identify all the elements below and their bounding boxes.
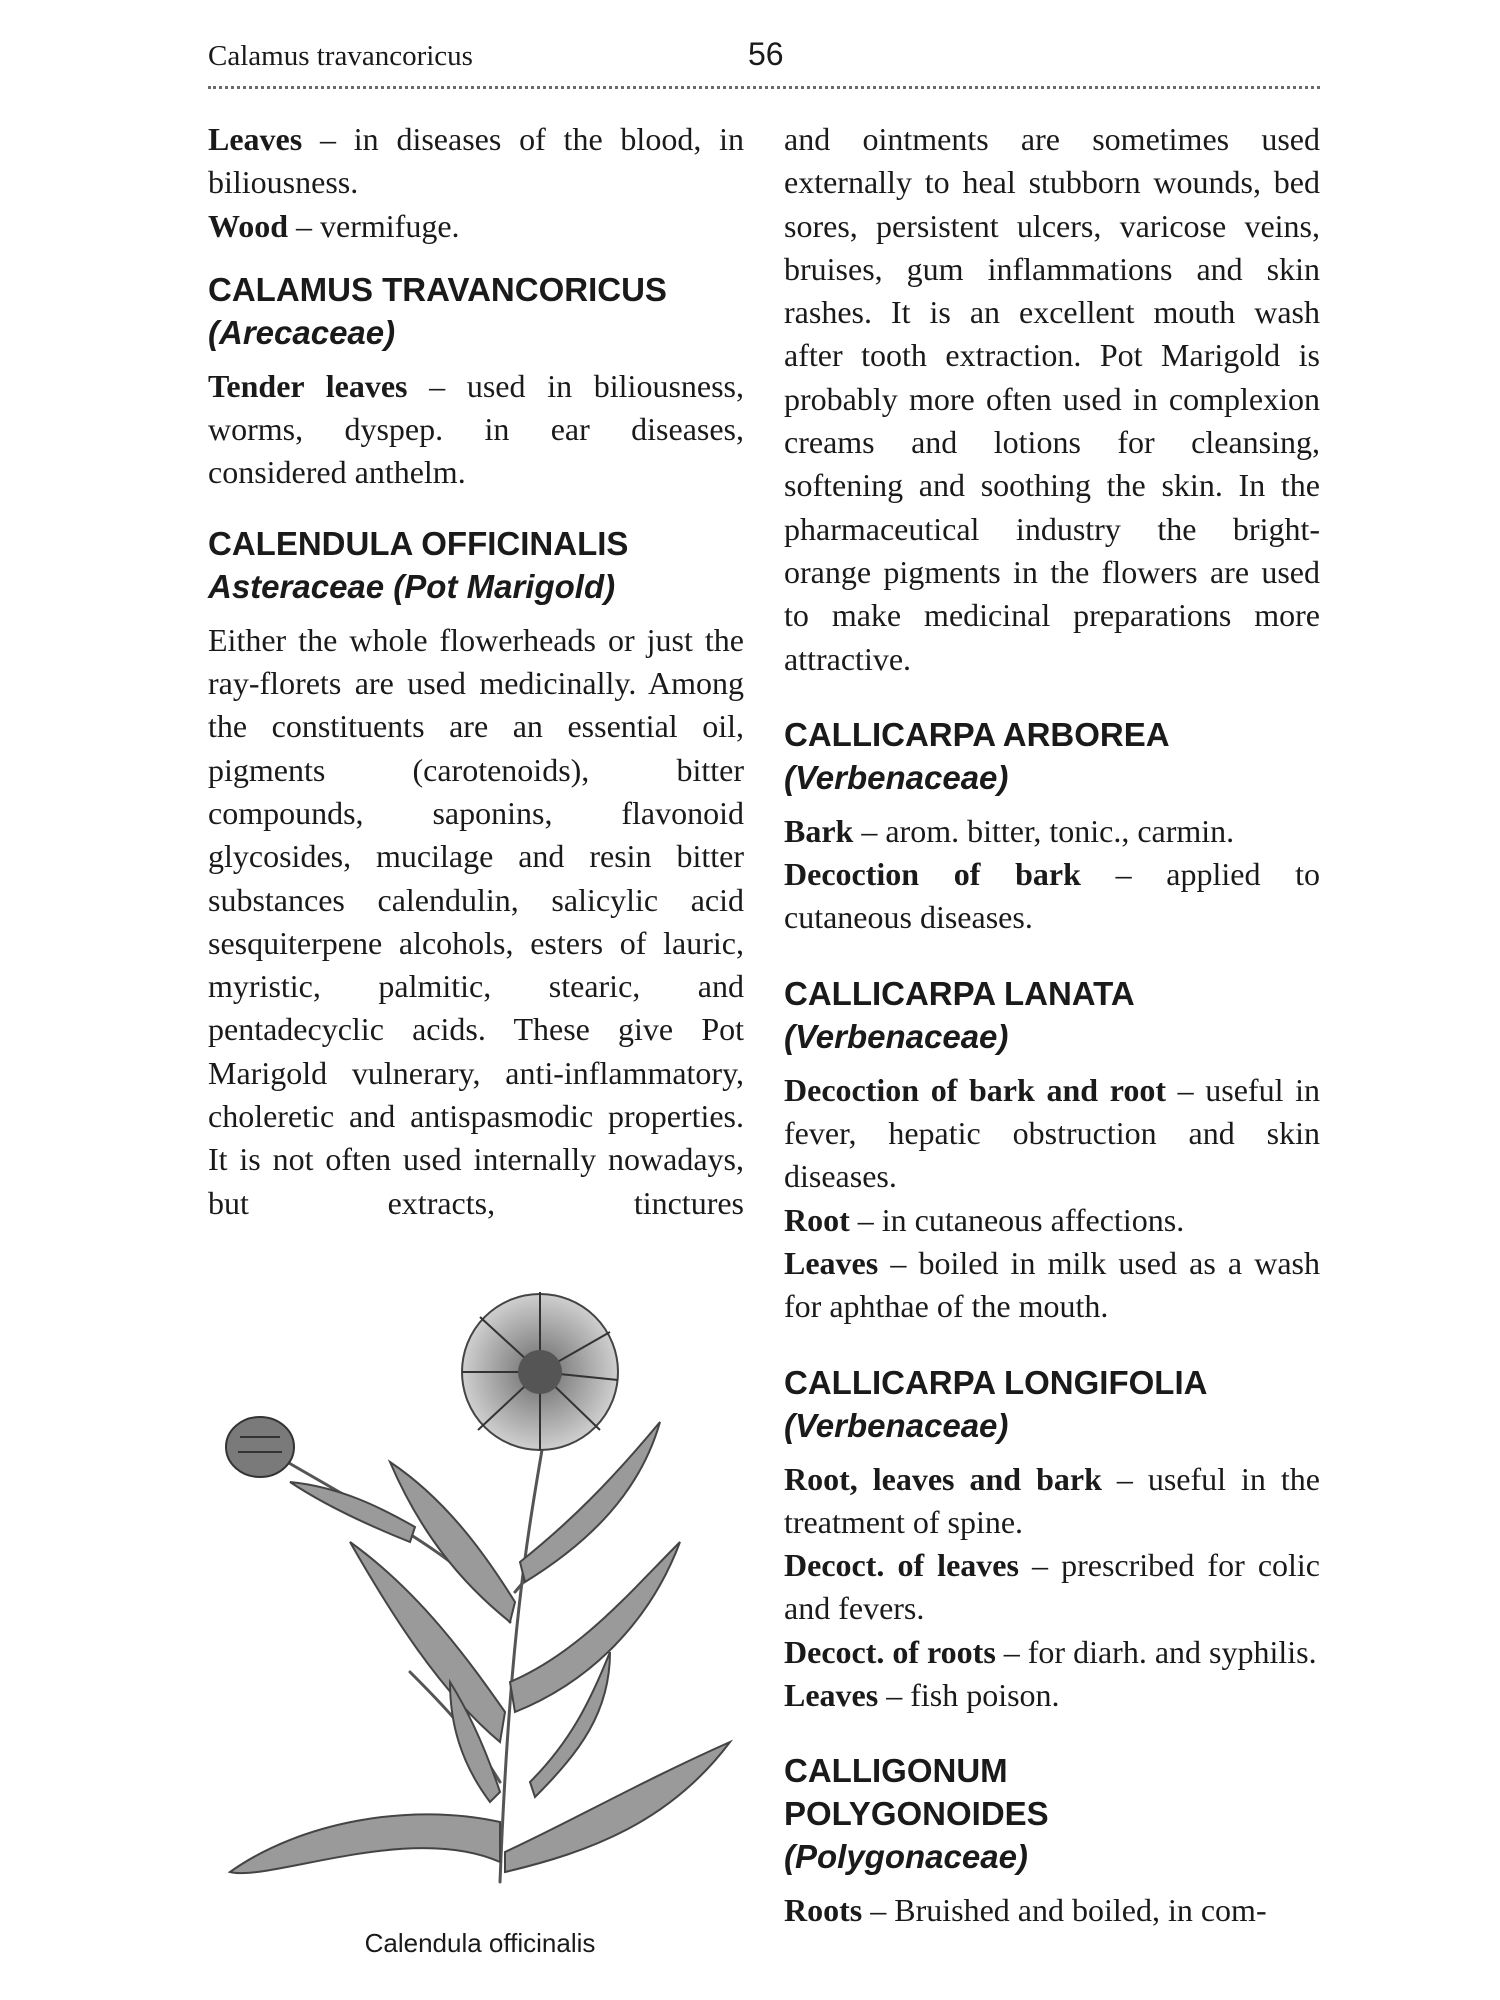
entry-text: – arom. bitter, tonic., carmin. (853, 812, 1235, 849)
entry-term: Decoction of bark (784, 856, 1081, 893)
entry-term: Tender leaves (208, 367, 408, 404)
calendula-description-continued: and ointments are sometimes used externally to heal stubborn wounds, bed sores, persistent ulcers, varicose veins, bruises, gum inflammations and skin rashes. It is an excellent mouth wash after tooth extraction. Pot Marigold is probably more often used in complexion creams and lotions for cleansing, softening and soothing the skin. In the pharmaceutical industry the bright-orange pigments in the flowers are used to make medicinal preparations more attractive. (784, 121, 1320, 677)
entry-text: – Bruished and boiled, in com- (862, 1892, 1267, 1929)
entry-text: – vermifuge. (288, 207, 460, 244)
entry-leaves-longifolia (784, 1674, 1320, 1717)
calendula-drawing (210, 1262, 750, 1892)
species-heading-calendula: CALENDULA OFFICINALIS (208, 524, 629, 562)
page-number: 56 (748, 36, 784, 72)
entry-text: – boiled in milk used as a wash for aphthae of the mouth. (784, 1244, 1320, 1325)
family-name-calamus: (Arecaceae) (208, 313, 396, 351)
entry-text: – useful in the treatment of spine. (784, 1460, 1321, 1540)
entry-term: Roots (784, 1892, 863, 1929)
entry-tender-leaves (208, 365, 744, 495)
family-name-arborea: (Verbenaceae) (784, 758, 1009, 796)
species-heading-calligonum-line2: POLYGONOIDES (784, 1795, 1049, 1833)
entry-decoction-bark-root (784, 1069, 1320, 1199)
left-column (208, 118, 744, 1225)
entry-term: Decoct. of leaves (784, 1547, 1019, 1584)
figure-caption: Calendula officinalis (364, 1928, 596, 1958)
family-name-lanata: (Verbenaceae) (784, 1017, 1009, 1055)
entry-roots (784, 1889, 1320, 1932)
entry-root-leaves-bark (784, 1458, 1320, 1545)
page-header (208, 36, 1320, 89)
family-name-calligonum: (Polygonaceae) (784, 1838, 1028, 1876)
entry-leaves (208, 118, 744, 205)
species-heading-callicarpa-lanata: CALLICARPA LANATA (784, 974, 1135, 1012)
calendula-illustration (210, 1262, 750, 1892)
species-heading-calligonum-line1: CALLIGONUM (784, 1752, 1008, 1790)
right-column (784, 118, 1320, 1933)
entry-term: Leaves (208, 121, 303, 157)
entry-decoction-of-bark (784, 853, 1320, 940)
entry-leaves-lanata (784, 1242, 1320, 1329)
entry-decoct-leaves (784, 1544, 1320, 1631)
family-name-longifolia: (Verbenaceae) (784, 1406, 1009, 1444)
entry-term: Wood (208, 207, 289, 244)
species-heading-callicarpa-arborea: CALLICARPA ARBOREA (784, 715, 1170, 753)
entry-text: – in cutaneous affections. (849, 1201, 1185, 1238)
entry-text: – useful in fever, hepatic obstruction and skin diseases. (784, 1071, 1321, 1195)
entry-term: Root, leaves and bark (784, 1460, 1102, 1497)
entry-term: Bark (784, 812, 854, 849)
entry-term: Decoct. of roots (784, 1633, 996, 1670)
calendula-description: Either the whole flowerheads or just the ray-florets are used medicinally. Among the constituents are an essential oil, pigments (carotenoids), bitter compounds, saponins, flavonoid glycosides, mucilage and resin bitter substances calendulin, salicylic acid sesquiterpene alcohols, esters of lauric, myristic, palmitic, stearic, and pentadecyclic acids. These give Pot Marigold vulnerary, anti-inflammatory, choleretic and antispasmodic properties. It is not often used internally nowadays, but extracts, tinctures (208, 621, 744, 1221)
species-heading-callicarpa-longifolia: CALLICARPA LONGIFOLIA (784, 1363, 1208, 1401)
entry-text: – for diarh. and syphilis. (995, 1633, 1317, 1670)
entry-root (784, 1199, 1320, 1242)
species-heading-calamus: CALAMUS TRAVANCORICUS (208, 270, 667, 308)
running-head: Calamus travancoricus (208, 40, 473, 72)
entry-text: – in diseases of the blood, in biliousness. (208, 121, 744, 201)
entry-text: – fish poison. (878, 1677, 1060, 1714)
entry-text: – applied to cutaneous diseases. (784, 856, 1321, 936)
entry-bark (784, 810, 1320, 853)
entry-term: Leaves (784, 1244, 879, 1281)
entry-wood (208, 205, 744, 248)
entry-term: Leaves (784, 1677, 879, 1714)
entry-text: – prescribed for colic and fevers. (784, 1547, 1321, 1627)
family-name-calendula: Asteraceae (Pot Marigold) (208, 567, 616, 605)
entry-term: Decoction of bark and root (784, 1071, 1166, 1108)
entry-decoct-roots (784, 1631, 1320, 1674)
entry-text: – used in biliousness, worms, dyspep. in ear diseases, considered anthelm. (208, 367, 744, 491)
entry-term: Root (784, 1201, 850, 1238)
